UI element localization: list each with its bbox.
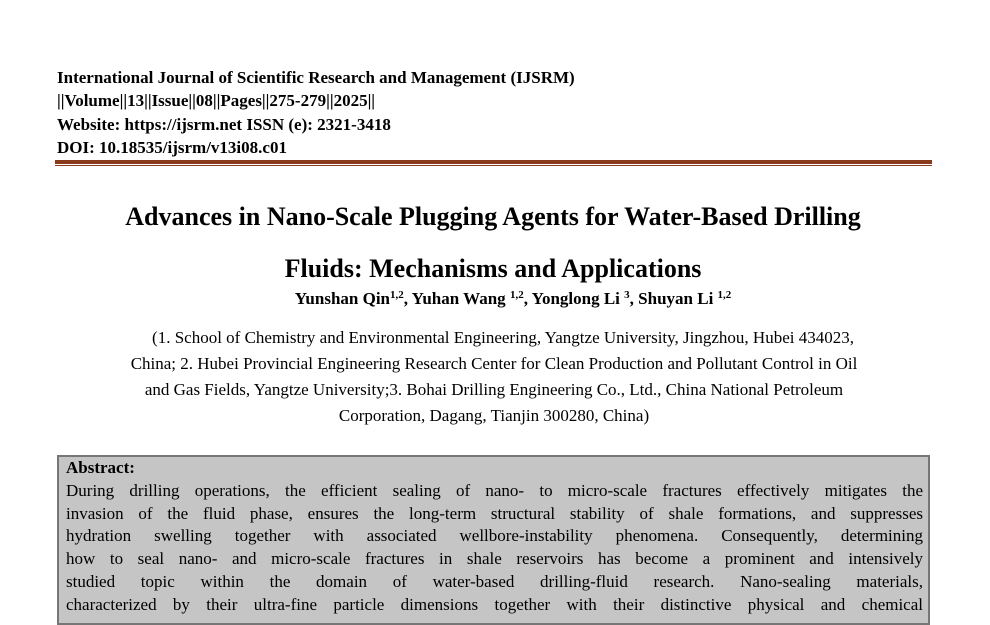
abstract-line: how to seal nano- and micro-scale fractures in shale reservoirs has become a prominent and intensively xyxy=(66,549,923,569)
author-list xyxy=(0,289,990,309)
author-separator: , xyxy=(403,289,412,308)
affiliation-line: Corporation, Dagang, Tianjin 300280, China) xyxy=(338,406,650,425)
journal-name: International Journal of Scientific Research and Management (IJSRM) xyxy=(57,68,575,87)
author-separator: , xyxy=(629,289,639,308)
author-affiliation-mark: 1,2 xyxy=(390,289,404,301)
journal-header xyxy=(57,66,575,159)
affiliation-line: (1. School of Chemistry and Environmental Engineering, Yangtze University, Jingzhou, Hubei 434023, xyxy=(152,328,854,347)
doi-line: DOI: 10.18535/ijsrm/v13i08.c01 xyxy=(57,137,287,157)
paper-title xyxy=(40,191,946,295)
author-affiliation-mark: 1,2 xyxy=(717,289,732,301)
affiliations xyxy=(63,325,925,429)
author-name: Yonglong Li xyxy=(531,289,625,308)
author-separator: , xyxy=(523,289,532,308)
abstract-heading: Abstract: xyxy=(66,458,135,477)
website-issn-line: Website: https://ijsrm.net ISSN (e): 2321-3418 xyxy=(57,114,391,134)
title-line-1: Advances in Nano-Scale Plugging Agents for Water-Based Drilling xyxy=(125,202,861,231)
affiliation-line: and Gas Fields, Yangtze University;3. Bohai Drilling Engineering Co., Ltd., China National Petroleum xyxy=(144,380,844,399)
header-divider-thick xyxy=(55,160,932,164)
author-name: Yunshan Qin xyxy=(294,289,391,308)
title-line-2: Fluids: Mechanisms and Applications xyxy=(284,254,702,283)
abstract-line: hydration swelling together with associated wellbore-instability phenomena. Consequently, determining xyxy=(66,526,923,546)
author-name: Shuyan Li xyxy=(638,289,718,308)
abstract-line: characterized by their ultra-fine particle dimensions together with their distinctive physical and chemical xyxy=(66,594,923,614)
author-name: Yuhan Wang xyxy=(411,289,510,308)
header-divider-thin xyxy=(55,165,932,166)
abstract-line: During drilling operations, the efficient sealing of nano- to micro-scale fractures effectively mitigates the xyxy=(66,481,923,500)
abstract-line: invasion of the fluid phase, ensures the long-term structural stability of shale formations, and suppresses xyxy=(66,503,923,523)
author-affiliation-mark: 1,2 xyxy=(509,289,524,301)
abstract-body xyxy=(66,480,923,616)
volume-pages-line: ||Volume||13||Issue||08||Pages||275-279||2025|| xyxy=(57,91,376,111)
author-affiliation-mark: 3 xyxy=(624,289,630,301)
abstract-line: studied topic within the domain of water-based drilling-fluid research. Nano-sealing materials, xyxy=(66,571,923,591)
affiliation-line: China; 2. Hubei Provincial Engineering Research Center for Clean Production and Pollutant Control in Oil xyxy=(130,354,858,373)
